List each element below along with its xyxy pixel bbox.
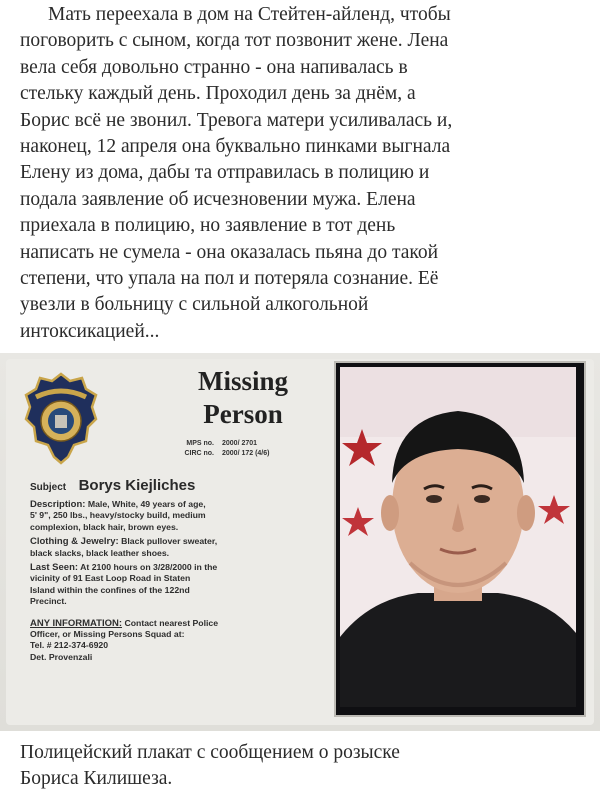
article-text xyxy=(20,2,585,345)
poster-title-line: Person xyxy=(203,399,283,429)
article-line: увезли в больницу с сильной алкогольной xyxy=(20,294,369,316)
info-line: Det. Provenzali xyxy=(30,651,93,662)
article-line: написать не сумела - она оказалась пьяна до такой xyxy=(20,241,439,263)
mps-label: MPS no. xyxy=(186,440,214,447)
last-seen-line: Precinct. xyxy=(30,596,67,607)
article-line: интоксикацией... xyxy=(20,320,160,342)
subject-label: Subject xyxy=(30,482,67,493)
nypd-badge-icon xyxy=(22,371,100,469)
description-label: Description: xyxy=(30,499,86,510)
info-label: ANY INFORMATION: xyxy=(30,617,123,629)
poster-title xyxy=(148,365,338,431)
poster-title-line: Missing xyxy=(197,366,289,396)
article-line: Мать переехала в дом на Стейтен-айленд, чтобы xyxy=(48,4,451,25)
info-line: Contact nearest Police xyxy=(124,617,219,628)
circ-label: CIRC no. xyxy=(184,450,214,457)
subject-name: Borys Kiejliches xyxy=(78,477,196,494)
article-line: подала заявление об исчезновении мужа. Елена xyxy=(20,188,416,210)
description-line: 5' 9", 250 lbs., heavy/stocky build, medium xyxy=(30,510,206,521)
article-line: приехала в полицию, но заявление в тот день xyxy=(20,215,396,237)
person-photo xyxy=(340,367,576,707)
circ-value: 2000/ 172 (4/6) xyxy=(222,450,270,457)
case-numbers xyxy=(168,439,338,459)
last-seen-line: Island within the confines of the 122nd xyxy=(30,584,190,595)
mps-value: 2000/ 2701 xyxy=(222,440,258,447)
clothing-label: Clothing & Jewelry: xyxy=(30,536,119,548)
missing-person-poster xyxy=(0,353,600,731)
description-line: complexion, black hair, brown eyes. xyxy=(30,521,179,532)
article-line: наконец, 12 апреля она буквально пинками выгнала xyxy=(20,136,451,158)
last-seen-label: Last Seen: xyxy=(30,562,79,574)
caption-line: Бориса Килишеза. xyxy=(20,768,173,789)
article-line: Елену из дома, дабы та отправилась в полицию и xyxy=(20,162,430,184)
poster-details xyxy=(30,499,328,666)
clothing-line: Black pullover sweater, xyxy=(121,536,218,547)
description-block xyxy=(30,499,328,533)
article-line: степени, что упала на пол и потеряла сознание. Её xyxy=(20,268,439,290)
info-line: Tel. # 212-374-6920 xyxy=(30,640,109,651)
caption-line: Полицейский плакат с сообщением о розыске xyxy=(20,742,400,763)
clothing-block xyxy=(30,536,328,559)
last-seen-line: At 2100 hours on 3/28/2000 in the xyxy=(80,562,218,573)
article-line: вела себя довольно странно - она напивалась в xyxy=(20,56,408,78)
clothing-line: black slacks, black leather shoes. xyxy=(30,547,170,558)
last-seen-block xyxy=(30,562,328,608)
photo-caption xyxy=(20,740,585,792)
last-seen-line: vicinity of 91 East Loop Road in Staten xyxy=(30,573,191,584)
subject-row xyxy=(30,477,330,495)
contact-block xyxy=(30,618,328,664)
description-line: Male, White, 49 years of age, xyxy=(87,499,206,509)
article-line: стельку каждый день. Проходил день за днём, а xyxy=(20,83,416,105)
info-line: Officer, or Missing Persons Squad at: xyxy=(30,629,185,640)
article-line: поговорить с сыном, когда тот позвонит жене. Лена xyxy=(20,30,449,52)
article-line: Борис всё не звонил. Тревога матери усиливалась и, xyxy=(20,109,453,131)
